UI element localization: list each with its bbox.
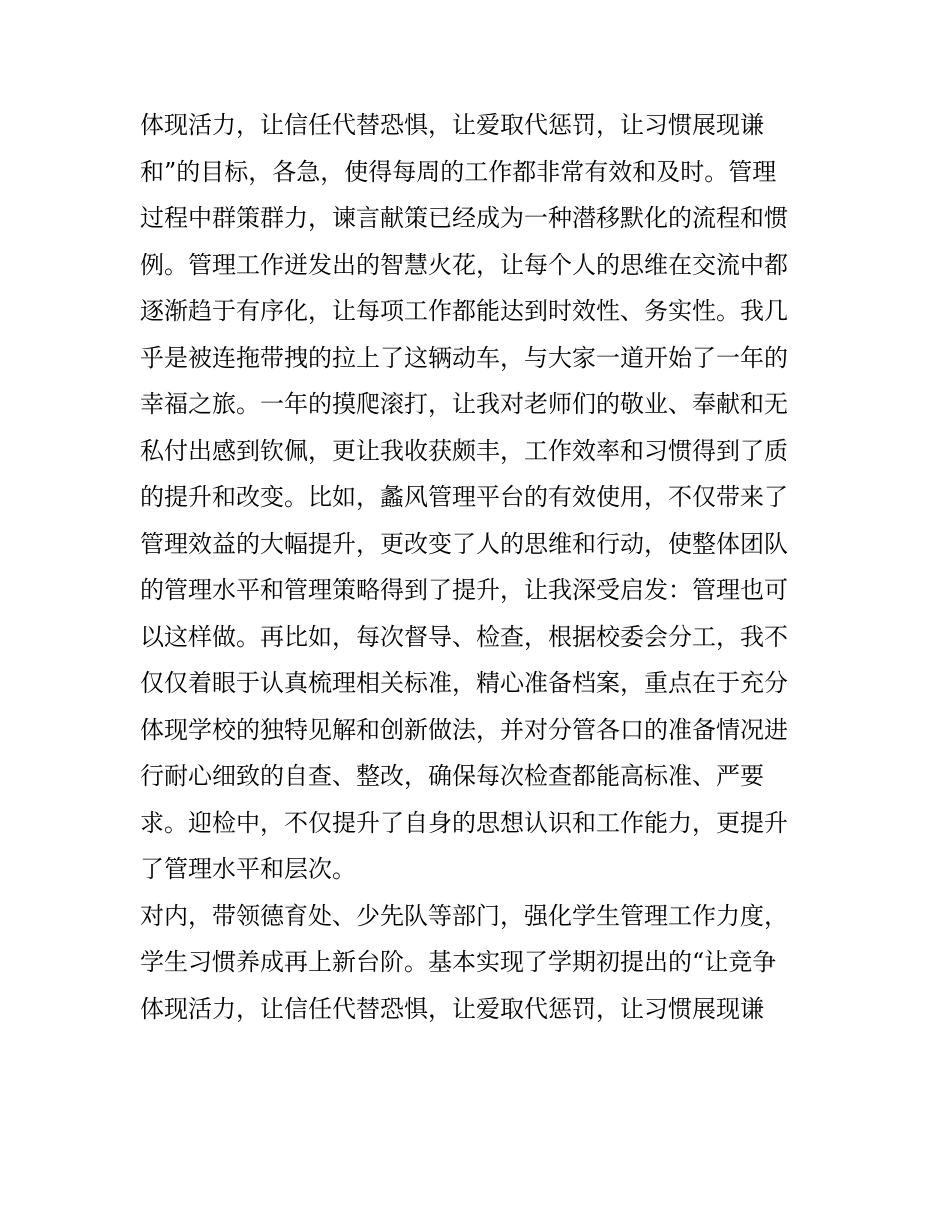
text-line: 过程中群策群力，谏言献策已经成为一种潜移默化的流程和惯: [140, 204, 788, 232]
text-line: 对内，带领德育处、少先队等部门，强化学生管理工作力度，: [140, 901, 788, 930]
text-line: 学生习惯养成再上新台阶。基本实现了学期初提出的“让竞争: [140, 948, 777, 976]
text-line: 的管理水平和管理策略得到了提升，让我深受启发：管理也可: [140, 576, 788, 604]
text-line: 例。管理工作迸发出的智慧火花，让每个人的思维在交流中都: [140, 250, 788, 279]
text-line: 体现活力，让信任代替恐惧，让爱取代惩罚，让习惯展现谦: [140, 111, 764, 139]
text-line: 体现学校的独特见解和创新做法，并对分管各口的准备情况进: [140, 715, 788, 744]
text-line: 管理效益的大幅提升，更改变了人的思维和行动，使整体团队: [140, 529, 788, 558]
text-line: 幸福之旅。一年的摸爬滚打，让我对老师们的敬业、奉献和无: [140, 390, 788, 418]
text-line: 了管理水平和层次。: [140, 855, 356, 883]
text-line: 仅仅着眼于认真梳理相关标准，精心准备档案，重点在于充分: [140, 669, 788, 697]
text-line: 体现活力，让信任代替恐惧，让爱取代惩罚，让习惯展现谦: [140, 994, 764, 1023]
text-line: 逐渐趋于有序化，让每项工作都能达到时效性、务实性。我几: [140, 297, 788, 325]
text-line: 和”的目标，各急，使得每周的工作都非常有效和及时。管理: [140, 157, 777, 186]
text-line: 私付出感到钦佩，更让我收获颇丰，工作效率和习惯得到了质: [140, 436, 788, 465]
text-line: 乎是被连拖带拽的拉上了这辆动车，与大家一道开始了一年的: [140, 343, 788, 372]
text-line: 的提升和改变。比如，蠡风管理平台的有效使用，不仅带来了: [140, 483, 788, 511]
text-line: 以这样做。再比如，每次督导、检查，根据校委会分工，我不: [140, 622, 788, 651]
text-line: 行耐心细致的自查、整改，确保每次检查都能高标准、严要: [140, 762, 764, 790]
body-text: [140, 102, 820, 1032]
text-line: 求。迎检中，不仅提升了自身的思想认识和工作能力，更提升: [140, 808, 788, 837]
